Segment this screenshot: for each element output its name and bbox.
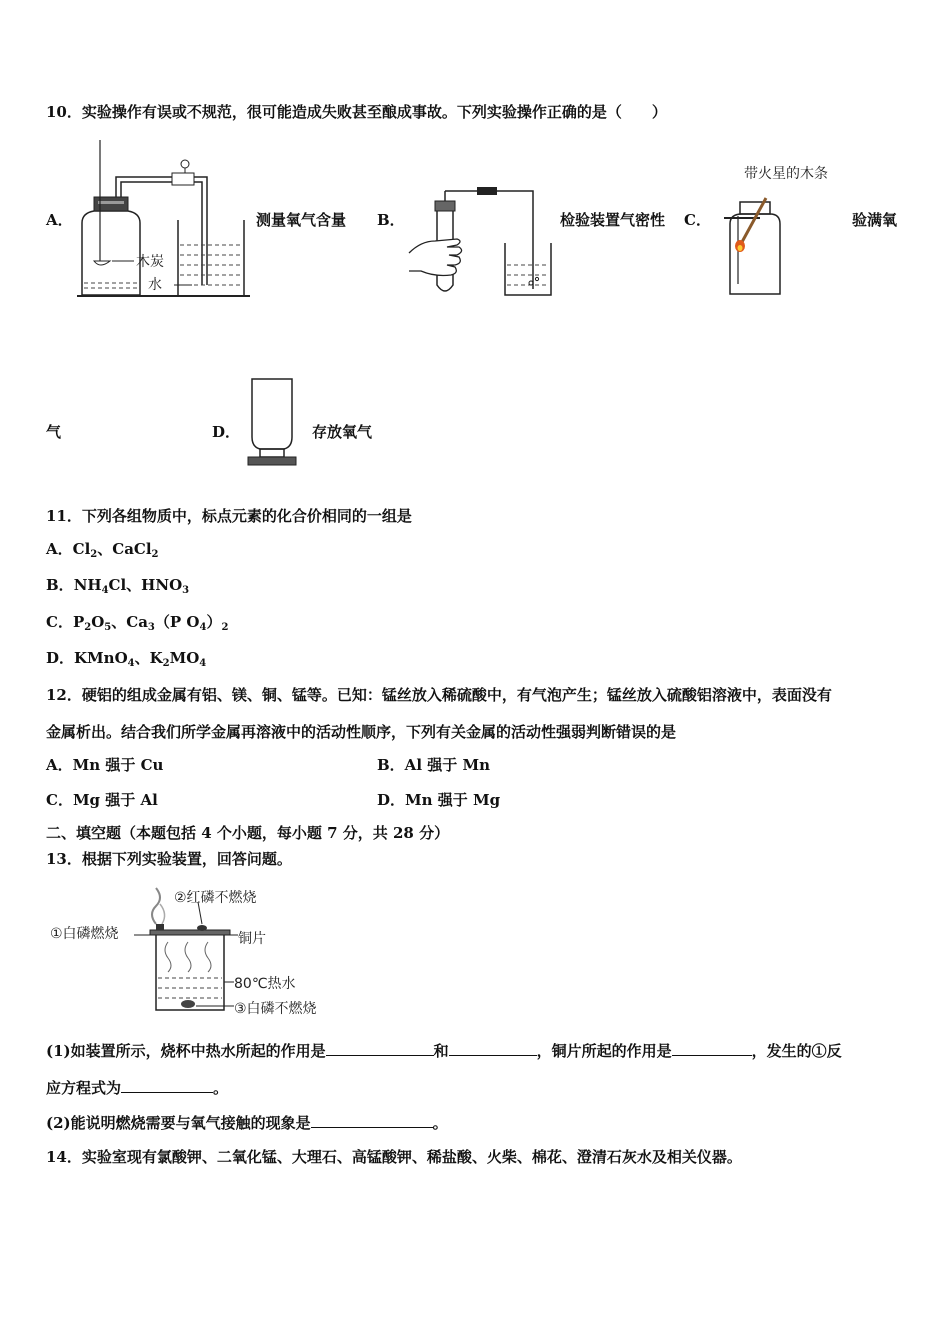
q13-figure-label-2: ②红磷不燃烧 [174, 890, 257, 906]
q11-option-c: C．$P_2O_5$、$Ca_3(P$ $O_4)_2$ [46, 613, 229, 633]
q13-figure [48, 880, 348, 1020]
q13-part-1-line-2: 应方程式为 。 [46, 1079, 229, 1097]
q13-stem: 13．根据下列实验装置，回答问题。 [46, 850, 292, 868]
q11-stem: 11．下列各组物质中，标点元素的化合价相同的一组是 [46, 507, 412, 525]
q10-option-b-text: 检验装置气密性 [560, 211, 666, 229]
q13-blank-4[interactable] [121, 1078, 213, 1093]
q10-figure-a [72, 135, 252, 300]
q13-figure-label-water: 80℃热水 [234, 976, 296, 992]
q13-blank-2[interactable] [449, 1041, 537, 1056]
q11-option-b: B．$NH_4Cl$、$HNO_3$ [46, 576, 190, 596]
q12-option-b: B．Al 强于 Mn [377, 756, 490, 774]
q10-option-a-label: A． [46, 211, 73, 229]
q13-part-2: (2)能说明燃烧需要与氧气接触的现象是 。 [46, 1114, 448, 1132]
q10-stem: 10．实验操作有误或不规范，很可能造成失败甚至酿成事故。下列实验操作正确的是（ ） [46, 103, 667, 121]
q12-option-a: A．Mn 强于 Cu [46, 756, 164, 774]
q10-figure-a-water-label: 水 [148, 277, 162, 293]
q13-figure-label-3: ③白磷不燃烧 [234, 1001, 317, 1017]
q13-blank-3[interactable] [672, 1041, 752, 1056]
q13-blank-5[interactable] [311, 1113, 433, 1128]
q10-figure-b [405, 185, 557, 300]
q12-stem-line-2: 金属析出。结合我们所学金属再溶液中的活动性顺序，下列有关金属的活动性强弱判断错误的是 [46, 723, 677, 741]
q12-stem-line-1: 12．硬铝的组成金属有铝、镁、铜、锰等。已知：锰丝放入稀硫酸中，有气泡产生；锰丝放入硫酸铝溶液中，表面没有 [46, 686, 832, 704]
q13-blank-1[interactable] [326, 1041, 434, 1056]
q10-option-c-text-1: 验满氧 [852, 211, 898, 229]
q10-option-b-label: B． [377, 211, 405, 229]
q14-stem: 14．实验室现有氯酸钾、二氧化锰、大理石、高锰酸钾、稀盐酸、火柴、棉花、澄清石灰水及相关仪器。 [46, 1148, 742, 1166]
q12-option-c: C．Mg 强于 Al [46, 791, 158, 809]
q12-option-d: D．Mn 强于 Mg [377, 791, 501, 809]
q10-figure-d [246, 375, 304, 470]
q10-figure-c-label: 带火星的木条 [744, 166, 828, 182]
q13-figure-label-1: ①白磷燃烧 [50, 926, 119, 942]
q11-option-a: A．$Cl_2$、CaCl$_2$ [46, 540, 159, 560]
section-2-title: 二、填空题（本题包括 4 个小题，每小题 7 分，共 28 分） [46, 824, 450, 842]
q10-option-c-label: C． [684, 211, 711, 229]
q10-figure-c [716, 158, 856, 298]
q13-part-1-line-1: (1)如装置所示，烧杯中热水所起的作用是 和 ，铜片所起的作用是 ，发生的①反 [46, 1042, 842, 1060]
q10-option-d-text: 存放氧气 [312, 423, 373, 441]
q10-figure-a-charcoal-label: 木炭 [136, 254, 164, 270]
q10-option-c-text-2: 气 [46, 423, 62, 441]
q10-option-d-label: D． [212, 423, 241, 441]
q10-option-a-text: 测量氧气含量 [256, 211, 347, 229]
q13-figure-label-copper: 铜片 [238, 931, 266, 947]
q11-option-d: D．KMnO$_4$、$K_2MO_4$ [46, 649, 207, 669]
